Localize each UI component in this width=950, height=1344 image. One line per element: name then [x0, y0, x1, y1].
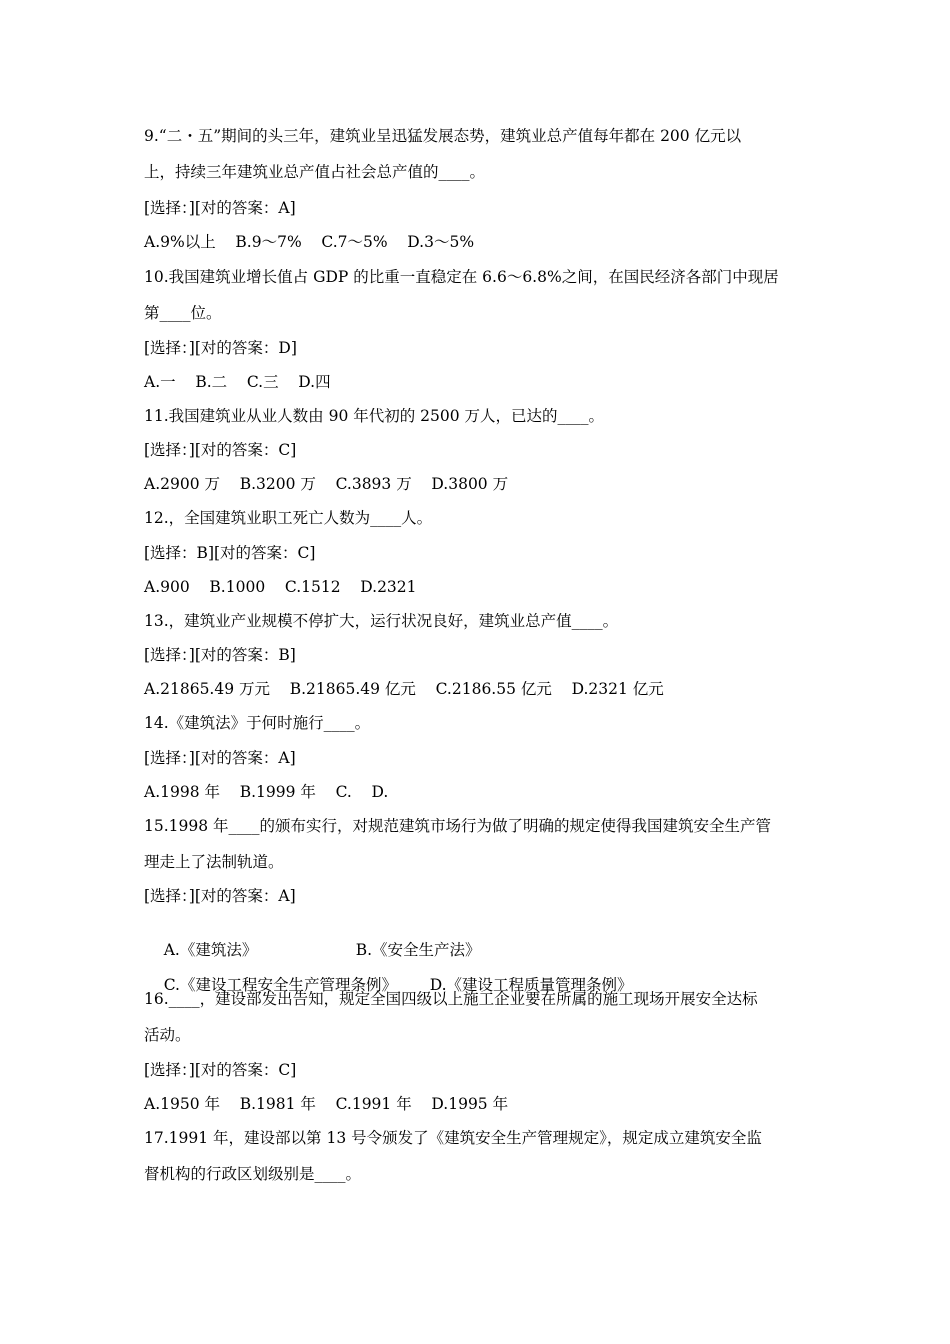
question-11-text-line-1: 11.我国建筑业从业人数由 90 年代初的 2500 万人，已达的____。 [144, 407, 605, 425]
question-16-answer: [选择：][对的答案：C] [144, 1061, 297, 1079]
question-11-answer: [选择：][对的答案：C] [144, 441, 297, 459]
question-15-options-row-2 [144, 955, 633, 994]
question-12-text-line-1: 12.，全国建筑业职工死亡人数为____人。 [144, 509, 433, 527]
question-15-answer: [选择：][对的答案：A] [144, 887, 296, 905]
question-16-text-line-1: 16.____，建设部发出告知，规定全国四级以上施工企业要在所属的施工现场开展安全达标 [144, 990, 758, 1008]
question-10-text-line-1: 10.我国建筑业增长值占 GDP 的比重一直稳定在 6.6～6.8%之间，在国民经济各部门中现居 [144, 268, 779, 286]
question-9-text-line-2: 上，持续三年建筑业总产值占社会总产值的____。 [144, 163, 486, 181]
question-15-option-d: D.《建设工程质量管理条例》 [429, 976, 633, 994]
question-16-options: A.1950 年 B.1981 年 C.1991 年 D.1995 年 [144, 1095, 509, 1113]
question-15-options-row-1 [144, 920, 481, 959]
question-9-options: A.9%以上 B.9～7% C.7～5% D.3～5% [144, 233, 475, 251]
question-17-text-line-1: 17.1991 年，建设部以第 13 号令颁发了《建筑安全生产管理规定》，规定成立建筑安全监 [144, 1129, 762, 1147]
question-9-answer: [选择：][对的答案：A] [144, 199, 296, 217]
question-13-options: A.21865.49 万元 B.21865.49 亿元 C.2186.55 亿元 D.2321 亿元 [144, 680, 664, 698]
question-16-text-line-2: 活动。 [144, 1026, 191, 1044]
question-12-answer: [选择：B][对的答案：C] [144, 544, 316, 562]
question-12-options: A.900 B.1000 C.1512 D.2321 [144, 578, 417, 596]
question-11-options: A.2900 万 B.3200 万 C.3893 万 D.3800 万 [144, 475, 509, 493]
question-14-text-line-1: 14.《建筑法》于何时施行____。 [144, 714, 371, 732]
question-14-answer: [选择：][对的答案：A] [144, 749, 296, 767]
question-10-text-line-2: 第____位。 [144, 304, 222, 322]
question-15-text-line-2: 理走上了法制轨道。 [144, 853, 284, 871]
question-15-option-a: A.《建筑法》 [163, 941, 258, 959]
question-13-text-line-1: 13.，建筑业产业规模不停扩大，运行状况良好，建筑业总产值____。 [144, 612, 619, 630]
question-15-option-c: C.《建设工程安全生产管理条例》 [163, 976, 397, 994]
question-9-text-line-1: 9.“二・五”期间的头三年，建筑业呈迅猛发展态势，建筑业总产值每年都在 200 亿元以 [144, 127, 742, 145]
question-15-option-b: B.《安全生产法》 [355, 941, 481, 959]
question-13-answer: [选择：][对的答案：B] [144, 646, 296, 664]
question-10-answer: [选择：][对的答案：D] [144, 339, 297, 357]
question-17-text-line-2: 督机构的行政区划级别是____。 [144, 1165, 362, 1183]
question-10-options: A.一 B.二 C.三 D.四 [144, 373, 331, 391]
question-14-options: A.1998 年 B.1999 年 C. D. [144, 783, 389, 801]
question-15-text-line-1: 15.1998 年____的颁布实行，对规范建筑市场行为做了明确的规定使得我国建筑安全生产管 [144, 817, 772, 835]
